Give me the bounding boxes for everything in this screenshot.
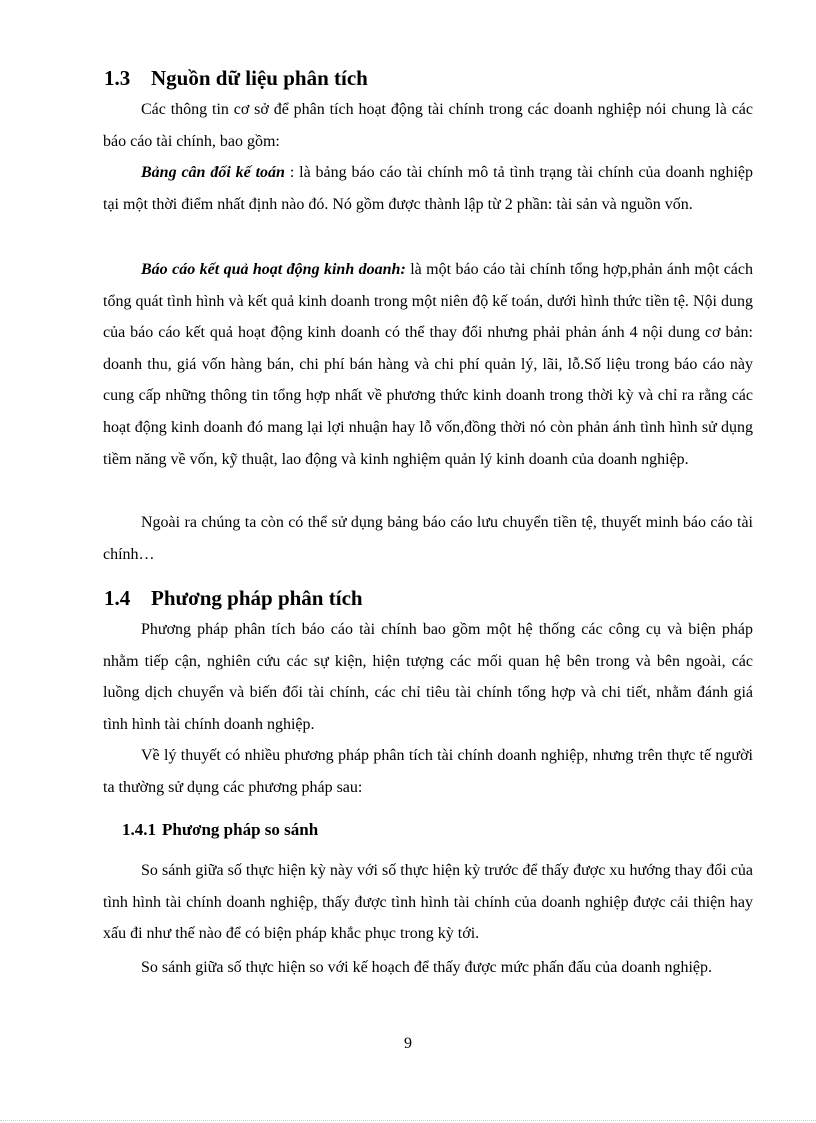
paragraph-text: : là bảng báo cáo tài chính mô tả tình trạng tài chính của doanh nghiệp tại một thời điểm nhất định nào đó. Nó gồm được thành lập từ 2 phần: tài sản và nguồn vốn. [103, 164, 753, 213]
paragraph-compare-previous: So sánh giữa số thực hiện kỳ này với số thực hiện kỳ trước để thấy được xu hướng thay đổi của tình hình tài chính doanh nghiệp, thấy được tình hình tài chính của doanh nghiệp được cải thiện hay xấu đi như thế nào để có biện pháp khắc phục trong kỳ tới. [103, 862, 753, 943]
paragraph-compare-plan: So sánh giữa số thực hiện so với kế hoạch để thấy được mức phấn đấu của doanh nghiệp. [141, 959, 713, 976]
section-number: 1.4.1 [122, 820, 156, 839]
section-heading-1-4 [104, 586, 363, 611]
paragraph-other-reports: Ngoài ra chúng ta còn có thể sử dụng bảng báo cáo lưu chuyển tiền tệ, thuyết minh báo cáo tài chính… [103, 514, 753, 563]
section-number: 1.3 [104, 66, 131, 90]
section-title: Phương pháp phân tích [151, 586, 363, 610]
section-number: 1.4 [104, 586, 131, 610]
section-title: Phương pháp so sánh [162, 820, 319, 839]
paragraph-methods-theory: Về lý thuyết có nhiều phương pháp phân tích tài chính doanh nghiệp, nhưng trên thực tế người ta thường sử dụng các phương pháp sau: [103, 747, 753, 796]
section-title: Nguồn dữ liệu phân tích [151, 66, 368, 90]
page-number: 9 [404, 1035, 412, 1052]
section-heading-1-3 [104, 66, 368, 91]
paragraph-intro: Các thông tin cơ sở để phân tích hoạt động tài chính trong các doanh nghiệp nói chung là các báo cáo tài chính, bao gồm: [103, 101, 753, 150]
paragraph-income-statement [103, 254, 753, 475]
term-income-statement: Báo cáo kết quả hoạt động kinh doanh: [141, 261, 406, 278]
section-heading-1-4-1 [122, 820, 318, 840]
paragraph-text: là một báo cáo tài chính tổng hợp,phản ánh một cách tổng quát tình hình và kết quả kinh doanh trong một niên độ kế toán, dưới hình thức tiền tệ. Nội dung của báo cáo kết quả hoạt động kinh doanh có thể thay đổi nhưng phải phản ánh 4 nội dung cơ bản: doanh thu, giá vốn hàng bán, chi phí bán hàng và chi phí quản lý, lãi, lỗ.Số liệu trong báo cáo này cung cấp những thông tin tổng hợp nhất về phương thức kinh doanh trong thời kỳ và chỉ ra rằng các hoạt động kinh doanh đó mang lại lợi nhuận hay lỗ vốn,đồng thời nó còn phản ánh tình hình sử dụng tiềm năng về vốn, kỹ thuật, lao động và kinh nghiệm quản lý kinh doanh của doanh nghiệp. [103, 261, 753, 468]
paragraph-balance-sheet [103, 157, 753, 220]
page-bottom-divider [0, 1120, 816, 1121]
paragraph-methods-definition: Phương pháp phân tích báo cáo tài chính bao gồm một hệ thống các công cụ và biện pháp nhằm tiếp cận, nghiên cứu các sự kiện, hiện tượng các mối quan hệ bên trong và bên ngoài, các luồng dịch chuyển và biến đổi tài chính, các chỉ tiêu tài chính tổng hợp và chi tiết, nhằm đánh giá tình hình tài chính doanh nghiệp. [103, 621, 753, 733]
term-balance-sheet: Bảng cân đối kế toán [141, 164, 285, 181]
